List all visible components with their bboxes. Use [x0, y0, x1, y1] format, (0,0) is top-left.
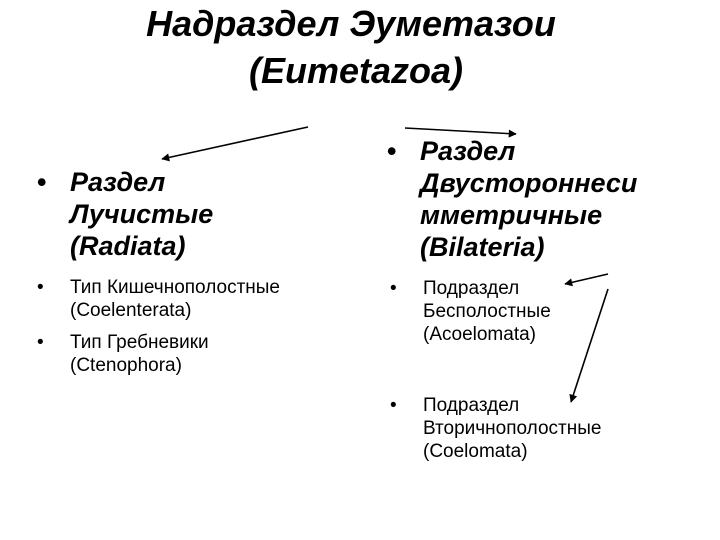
coelenterata-name: Тип Кишечнополостные [70, 277, 280, 298]
page-title [0, 0, 720, 94]
title-line-2: (Eumetazoa) [248, 50, 464, 91]
arrow-to-radiata [162, 127, 308, 159]
coelomata-name: Вторичнополостные [423, 418, 602, 439]
radiata-name: Лучистые [70, 199, 214, 229]
ctenophora-latin: (Ctenophora) [70, 355, 182, 376]
bullet-marker: • [37, 332, 44, 353]
arrow-to-bilateria [405, 128, 516, 134]
acoelomata-item [390, 277, 551, 346]
acoelomata-name: Бесполостные [423, 301, 551, 322]
coelomata-latin: (Coelomata) [423, 441, 528, 462]
bilateria-label: Раздел [420, 136, 516, 166]
coelenterata-item [37, 276, 280, 322]
acoelomata-latin: (Acoelomata) [423, 324, 536, 345]
arrow-to-coelomata [571, 289, 608, 402]
coelomata-item [390, 394, 601, 463]
ctenophora-name: Тип Гребневики [70, 332, 209, 353]
bilateria-name-part1: Двустороннеси [420, 168, 638, 198]
ctenophora-item [37, 331, 209, 377]
arrow-to-acoelomata [565, 274, 608, 284]
bullet-marker: • [387, 136, 397, 166]
bullet-marker: • [37, 277, 44, 298]
radiata-latin: (Radiata) [70, 231, 186, 261]
radiata-label: Раздел [70, 167, 166, 197]
radiata-section [37, 166, 213, 262]
acoelomata-label: Подраздел [423, 278, 520, 299]
coelenterata-latin: (Coelenterata) [70, 300, 192, 321]
bilateria-section [387, 135, 637, 263]
title-line-1: Надраздел Эуметазои [146, 3, 556, 44]
coelomata-label: Подраздел [423, 395, 520, 416]
bilateria-name-part2: мметричные [420, 200, 603, 230]
bullet-marker: • [390, 278, 397, 299]
bullet-marker: • [37, 167, 47, 197]
bullet-marker: • [390, 395, 397, 416]
bilateria-latin: (Bilateria) [420, 232, 545, 262]
